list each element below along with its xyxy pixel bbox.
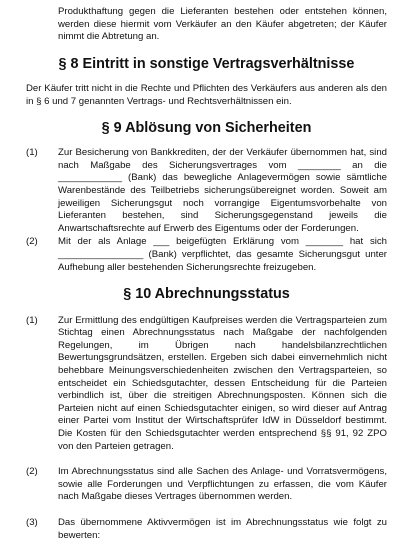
item-number: (1) xyxy=(26,147,38,159)
section-10-item-2 xyxy=(26,466,387,504)
item-number: (2) xyxy=(26,236,38,248)
item-number: (1) xyxy=(26,314,38,326)
item-text: Mit der als Anlage ___ beigefügten Erklärung vom _______ hat sich ________________ (Bank) verpflichtet, das gesamte Sicherungsgut unter Aufhebung aller bestehenden Sicherungsrechte freizugeben. xyxy=(58,236,387,273)
section-9-heading: § 9 Ablösung von Sicherheiten xyxy=(101,119,312,136)
intro-paragraph: Produkthaftung gegen die Lieferanten bestehen oder entstehen können, werden diese hiermit vom Verkäufer an den Käufer abgetreten; der Käufer nimmt die Abtretung an. xyxy=(58,6,387,43)
section-10-item-3 xyxy=(26,517,387,542)
item-number: (2) xyxy=(26,466,38,478)
item-text: Im Abrechnungsstatus sind alle Sachen des Anlage- und Vorratsvermögens, sowie alle Forderungen und Verpflichtungen zu erfassen, die vom Käufer nach Maßgabe dieses Vertrages übernommen werden. xyxy=(58,466,387,503)
item-number: (3) xyxy=(26,517,38,528)
item-text: Zur Ermittlung des endgültigen Kaufpreises werden die Vertragsparteien zum Stichtag einen Abrechnungsstatus nach Maßgabe der nachfolgenden Regelungen, im Übrigen nach handelsbilanzrechtlichen Bewertungsgrundsätzen, erstellen. Ergeben sich dabei einvernehmlich nicht behebbare Meinungsverschiedenheiten zwischen den Vertragsparteien, so entscheidet ein Schiedsgutachter, dessen Entscheidung für die Parteien verbindlich ist, über die streitigen Abrechnungsposten. Können sich die Parteien nicht auf einen Schiedsgutachter einigen, so wird dieser auf Antrag einer Partei vom Institut der Wirtschaftsprüfer IdW in Düsseldorf bestimmt. Die Kosten für den Schiedsgutachter werden entsprechend §§ 91, 92 ZPO von den Parteien getragen. xyxy=(58,314,387,452)
section-8-heading: § 8 Eintritt in sonstige Vertragsverhältnisse xyxy=(58,55,355,72)
item-text: Das übernommene Aktivvermögen ist im Abrechnungsstatus wie folgt zu bewerten: xyxy=(58,517,387,541)
item-text: Zur Besicherung von Bankkrediten, der der Verkäufer übernommen hat, sind nach Maßgabe des Sicherungsvertrages vom ________ an die ____________ (Bank) das bewegliche Anlagevermögen sowie sämtliche Warenbestände des Teilbetriebs sicherungsübereignet worden. Soweit am jeweiligen Sicherungsgut noch vorrangige Eigentumsvorbehalte von Lieferanten bestehen, sind Sicherungsgegenstand jeweils die Anwartschaftsrechte auf Erwerb des Eigentums oder der Forderungen. xyxy=(58,147,387,234)
section-10-item-1 xyxy=(26,315,387,454)
section-10-heading: § 10 Abrechnungsstatus xyxy=(123,286,290,303)
section-8-paragraph: Der Käufer tritt nicht in die Rechte und Pflichten des Verkäufers aus anderen als den in § 6 und 7 genannten Vertrags- und Rechtsverhältnissen ein. xyxy=(26,83,387,107)
section-9-item-2 xyxy=(26,236,387,274)
section-9-item-1 xyxy=(26,147,387,235)
